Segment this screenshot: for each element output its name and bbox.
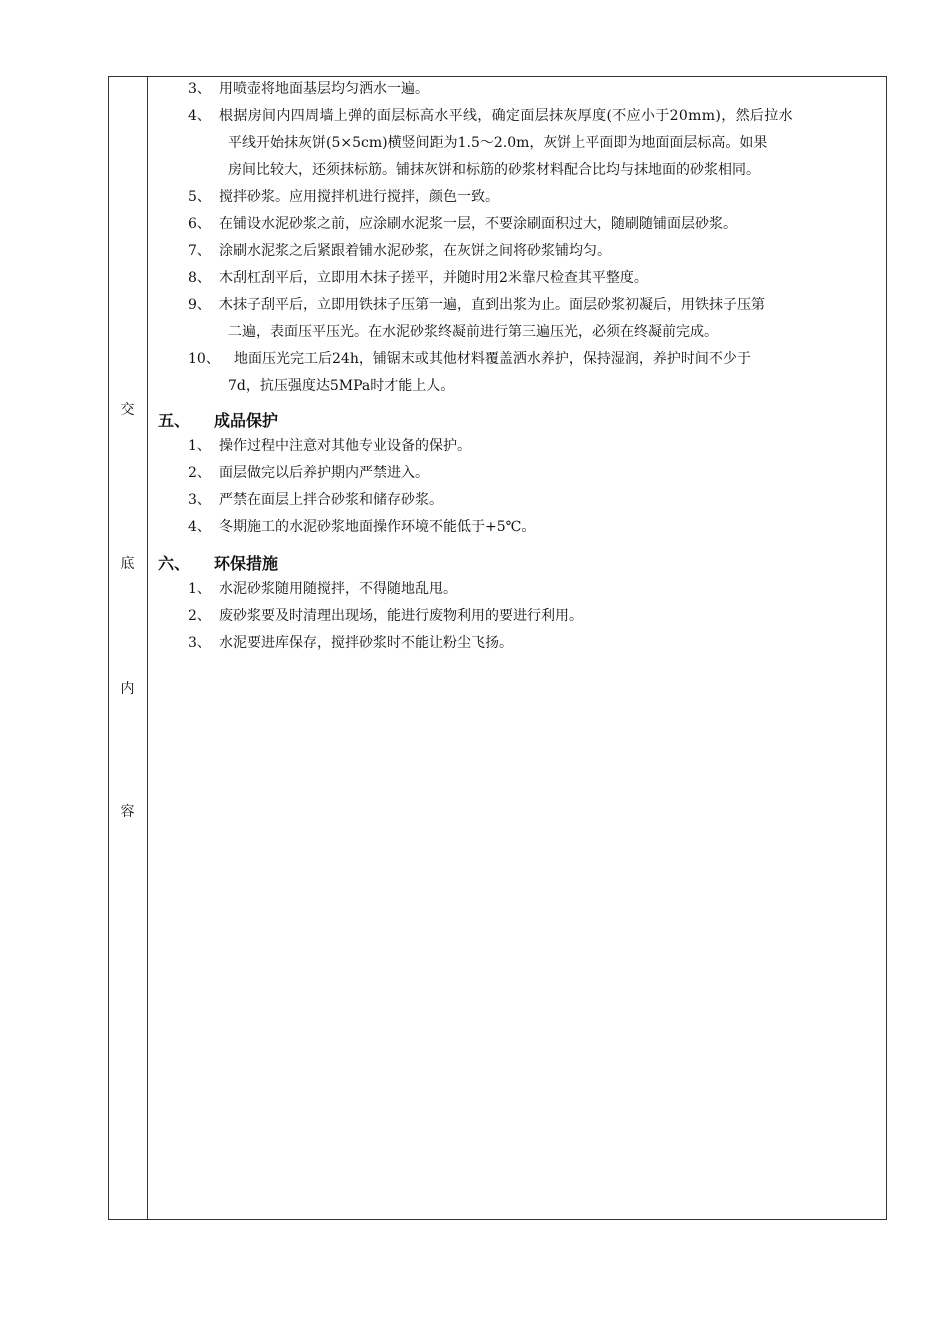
section-number: 六、 [158,554,191,573]
item-number: 9、 [188,297,211,313]
side-label-char: 交 [120,402,135,418]
item-text: 用喷壶将地面基层均匀洒水一遍。 [219,81,429,97]
item-number: 6、 [188,216,211,232]
section-number: 五、 [158,411,191,430]
item-number: 7、 [188,243,211,259]
item-text: 搅拌砂浆。应用搅拌机进行搅拌，颜色一致。 [219,189,499,205]
item-text-continued: 二遍，表面压平压光。在水泥砂浆终凝前进行第三遍压光，必须在终凝前完成。 [228,324,718,340]
side-label-char: 内 [120,681,135,697]
item-text: 废砂浆要及时清理出现场，能进行废物利用的要进行利用。 [219,608,583,624]
item-number: 4、 [188,108,211,124]
section-title: 环保措施 [214,554,279,573]
item-text: 严禁在面层上拌合砂浆和储存砂浆。 [219,492,443,508]
item-number: 4、 [188,519,211,535]
section-title: 成品保护 [214,411,279,430]
item-text: 操作过程中注意对其他专业设备的保护。 [219,438,471,454]
item-text: 面层做完以后养护期内严禁进入。 [219,465,429,481]
item-number: 5、 [188,189,211,205]
item-number: 10、 [188,351,220,367]
item-text: 冬期施工的水泥砂浆地面操作环境不能低于+5℃。 [219,519,536,535]
item-text: 在铺设水泥砂浆之前，应涂刷水泥浆一层，不要涂刷面积过大，随刷随铺面层砂浆。 [219,216,737,232]
item-number: 2、 [188,465,211,481]
item-number: 1、 [188,581,211,597]
column-divider [147,76,148,1220]
item-text: 地面压光完工后24h，铺锯末或其他材料覆盖洒水养护，保持湿润，养护时间不少于 [234,351,751,367]
item-text: 水泥要进库保存，搅拌砂浆时不能让粉尘飞扬。 [219,635,513,651]
item-number: 8、 [188,270,211,286]
item-number: 1、 [188,438,211,454]
side-label-char: 容 [120,804,135,820]
item-text: 水泥砂浆随用随搅拌，不得随地乱甩。 [219,581,457,597]
item-number: 3、 [188,81,211,97]
item-text-continued: 7d，抗压强度达5MPa时才能上人。 [228,378,455,394]
item-number: 3、 [188,492,211,508]
side-label-char: 底 [120,556,135,572]
item-number: 2、 [188,608,211,624]
item-number: 3、 [188,635,211,651]
item-text: 涂刷水泥浆之后紧跟着铺水泥砂浆，在灰饼之间将砂浆铺均匀。 [219,243,611,259]
item-text-continued: 房间比较大，还须抹标筋。铺抹灰饼和标筋的砂浆材料配合比均与抹地面的砂浆相同。 [228,162,760,178]
item-text: 根据房间内四周墙上弹的面层标高水平线，确定面层抹灰厚度(不应小于20mm)，然后拉水 [219,108,793,124]
item-text: 木抹子刮平后，立即用铁抹子压第一遍，直到出浆为止。面层砂浆初凝后，用铁抹子压第 [219,297,765,313]
item-text: 木刮杠刮平后，立即用木抹子搓平，并随时用2米靠尺检查其平整度。 [219,270,648,286]
item-text-continued: 平线开始抹灰饼(5×5cm)横竖间距为1.5～2.0m，灰饼上平面即为地面面层标高。如果 [228,135,768,151]
